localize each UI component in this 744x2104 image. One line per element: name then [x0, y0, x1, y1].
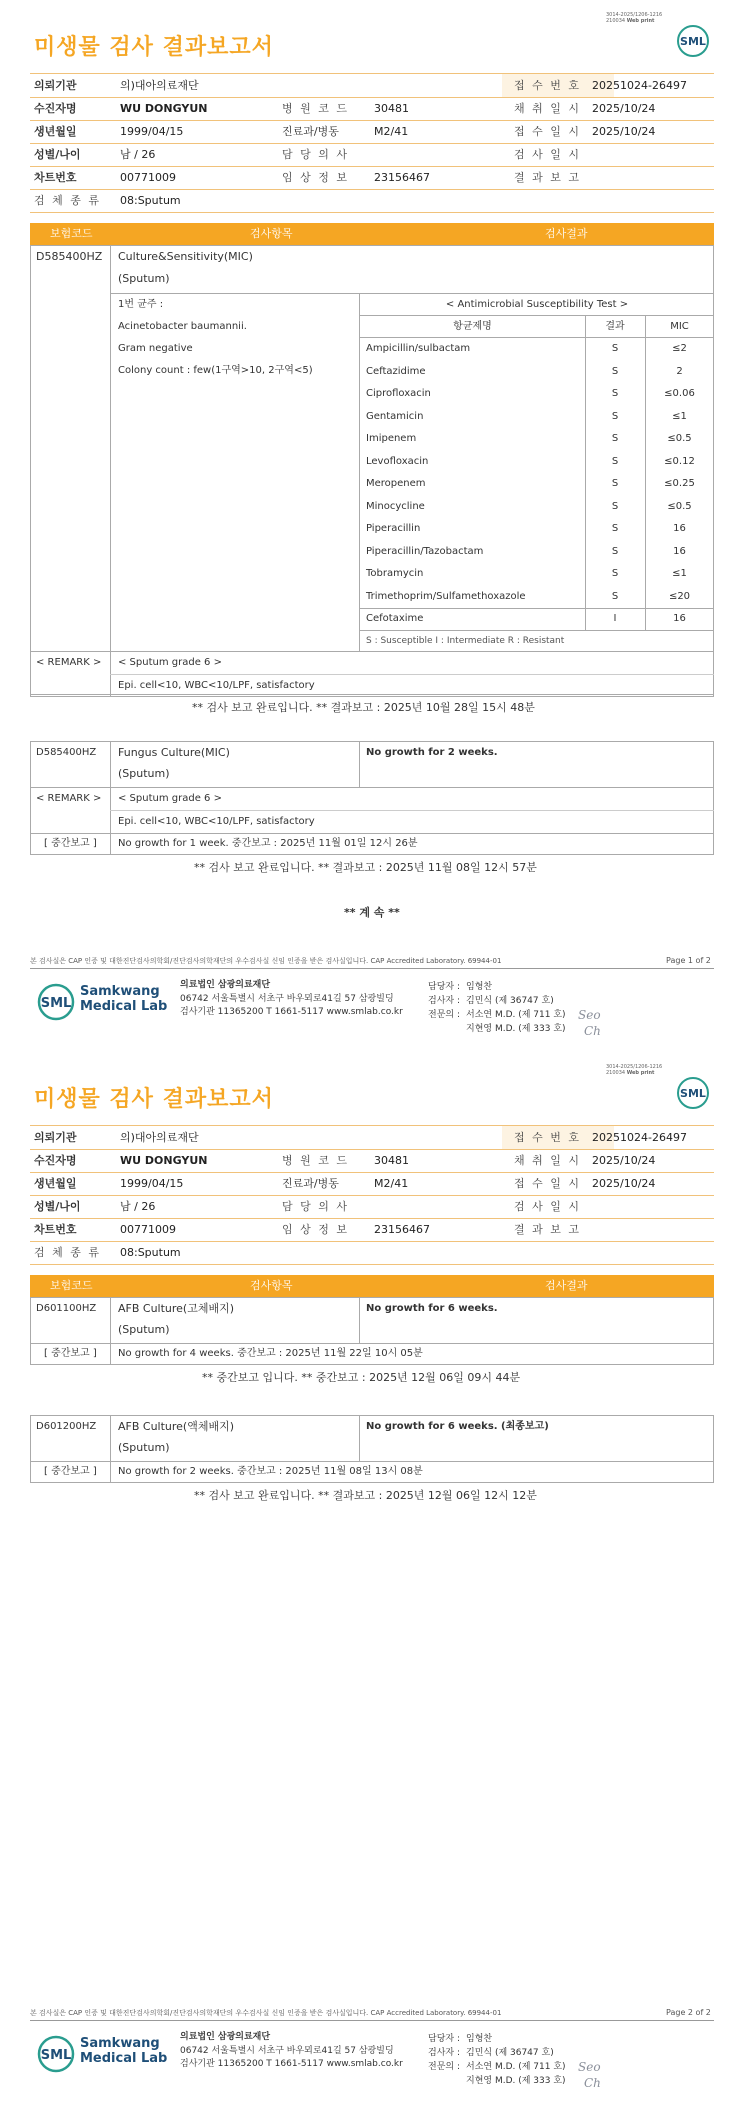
ast-cell: 16 — [673, 545, 686, 557]
sml-logo-icon — [676, 1076, 710, 1110]
ast-cell: S — [611, 590, 619, 602]
ast-cell: ≤0.5 — [667, 433, 692, 444]
signature-image: Ch — [584, 1024, 601, 1038]
ast-cell: ≤1 — [672, 568, 687, 579]
ast-cell: S — [611, 365, 619, 377]
svg-text:SML: SML — [40, 2048, 72, 2063]
svg-text:SML: SML — [40, 996, 72, 1011]
ast-cell: S — [611, 455, 619, 467]
ast-cell: Meropenem — [366, 478, 426, 489]
ast-cell: ≤1 — [672, 410, 687, 422]
ast-cell: Piperacillin — [366, 523, 421, 534]
fungus-result: No growth for 2 weeks. — [366, 747, 498, 758]
final-report-line: ** 검사 보고 완료입니다. ** 결과보고 : 2025년 10월 28일 15시 48분 — [192, 701, 535, 714]
ast-cell: S — [611, 410, 619, 422]
ast-cell: Ceftazidime — [366, 365, 426, 377]
ast-cell: ≤0.25 — [664, 478, 695, 489]
ast-cell: S — [611, 523, 619, 534]
ast-cell: 16 — [673, 523, 686, 534]
print-meta: 3014-2025/1206-1216 210034 Web print — [606, 12, 663, 24]
ast-cell: Trimethoprim/Sulfamethoxazole — [366, 590, 526, 602]
svg-text:SML: SML — [680, 1087, 706, 1100]
result-table-header: 보험코드 검사항목 검사결과 — [30, 1275, 714, 1297]
sml-logo-icon — [36, 2034, 76, 2074]
report-page-1: 3014-2025/1206-1216 210034 Web print 미생물 검사 결과보고서 SML 의뢰기관 의)대아의료재단 접 수 번 호 20251024-26497 수진자명 WU DONGYUN 병 원 코 드 30481 채 취 일 시 2025/10/24 생년월일 1999/04/15 진료과/병동 M2/41 접 수 일 시 2025/10/24 성별/나이 남 / 26 담 당 의 사 검 사 일 시 차트번호 00771009 임 상 정 보 23156467 결 과 보 고 검 체 종 류 08:Sputum 보험코드 검사항목 검사결과 D585400HZ Culture&Sensitivity(MIC) (Sputum) 1번 균주 : Acinetobacter baumannii. Gram negative Colony count : few(1구역>10, 2구역<5) < Antimicrobial Susceptibility Test > 항균제명 결과 MIC Ampicillin/sulbactam S ≤2 Ceftazidime S 2 Ciprofloxacin S ≤0.06 Gentamicin S ≤1 Imipenem S ≤0.5 Levofloxacin S ≤0.12 Meropenem S ≤0.25 Minocycline S ≤0.5 Piperacillin S 16 Piperacillin/Tazobactam S 16 Tobramycin S ≤1 Trimethoprim/Sulfamethoxazole S ≤20 Cefotaxime I 16 S : Susceptible I : Intermediate R : Resistant < REMARK > < Sputum grade 6 > Epi. cell<10, WBC<10/LPF, satisfactory ** 검사 보고 완료입니다. ** 결과보고 : 2025년 10월 28일 15시 48분 D585400HZ Fungus Culture(MIC) (Sputum) No growth for 2 weeks. < REMARK > < Sputum grade 6 > Epi. cell<10, WBC<10/LPF, satisfactory [ 중간보고 ] No growth for 1 week. 중간보고 : 2025년 11월 01일 12시 26분 ** 검사 보고 완료입니다. ** 결과보고 : 2025년 11월 08일 12시 57분 ** 계 속 ** 본 검사실은 CAP 인증 및 대한진단검사의학회/진단검사의학재단의 우수검사실 신임 인증을 받은 검사실입니다. CAP Accredited Laboratory. 69944-01 Page 1 of 2 SML Samkwang Medical Lab 의료법인 삼광의료재단 06742 서울특별시 서초구 바우뫼로41길 57 삼광빌딩 검사기관 11365200 T 1661-5117 www.smlab.co.kr 담당자 : 임형찬 검사자 : 김민식 (제 36747 호) 전문의 : 서소연 M.D. (제 711 호) 지현영 M.D. (제 333 호) Seo Ch — [0, 0, 744, 1052]
ast-legend: S : Susceptible I : Intermediate R : Resistant — [366, 636, 565, 646]
ast-cell: S — [611, 500, 619, 512]
ast-cell: Tobramycin — [366, 568, 424, 579]
continued-note: ** 계 속 ** — [344, 906, 400, 919]
lab-name: Samkwang Medical Lab — [80, 984, 168, 1014]
organism-name: Acinetobacter baumannii. — [118, 321, 247, 332]
ast-cell: ≤20 — [668, 590, 691, 602]
svg-text:SML: SML — [680, 35, 706, 48]
ast-cell: S — [611, 388, 619, 399]
ast-cell: Minocycline — [366, 500, 425, 512]
ast-cell: Piperacillin/Tazobactam — [366, 545, 484, 557]
sml-logo-icon — [676, 24, 710, 58]
ast-cell: Levofloxacin — [366, 455, 429, 467]
ast-cell: Ciprofloxacin — [366, 388, 431, 399]
ast-cell: ≤0.5 — [667, 500, 692, 512]
sml-logo-icon — [36, 982, 76, 1022]
page-title: 미생물 검사 결과보고서 — [34, 1087, 274, 1112]
report-page-2: 3014-2025/1206-1216 210034 Web print 미생물 검사 결과보고서 SML 의뢰기관 의)대아의료재단 접 수 번 호 20251024-26497 수진자명 WU DONGYUN 병 원 코 드 30481 채 취 일 시 2025/10/24 생년월일 1999/04/15 진료과/병동 M2/41 접 수 일 시 2025/10/24 성별/나이 남 / 26 담 당 의 사 검 사 일 시 차트번호 00771009 임 상 정 보 23156467 결 과 보 고 검 체 종 류 08:Sputum 보험코드 검사항목 검사결과 D601100HZ AFB Culture(고체배지) (Sputum) No growth for 6 weeks. [ 중간보고 ] No growth for 4 weeks. 중간보고 : 2025년 11월 22일 10시 05분 ** 중간보고 입니다. ** 중간보고 : 2025년 12월 06일 09시 44분 D601200HZ AFB Culture(액체배지) (Sputum) No growth for 6 weeks. (최종보고) [ 중간보고 ] No growth for 2 weeks. 중간보고 : 2025년 11월 08일 13시 08분 ** 검사 보고 완료입니다. ** 결과보고 : 2025년 12월 06일 12시 12분 본 검사실은 CAP 인증 및 대한진단검사의학회/진단검사의학재단의 우수검사실 신임 인증을 받은 검사실입니다. CAP Accredited Laboratory. 69944-01 Page 2 of 2 SML Samkwang Medical Lab 의료법인 삼광의료재단 06742 서울특별시 서초구 바우뫼로41길 57 삼광빌딩 검사기관 11365200 T 1661-5117 www.smlab.co.kr 담당자 : 임형찬 검사자 : 김민식 (제 36747 호) 전문의 : 서소연 M.D. (제 711 호) 지현영 M.D. (제 333 호) Seo Ch — [0, 1052, 744, 2104]
ast-cell: ≤0.06 — [664, 388, 695, 399]
ast-cell: Ampicillin/sulbactam — [366, 343, 471, 354]
ast-cell: ≤0.12 — [664, 455, 695, 467]
ast-cell: Gentamicin — [366, 410, 424, 422]
ast-cell: Imipenem — [366, 433, 417, 444]
test-name: Culture&Sensitivity(MIC) — [118, 250, 253, 263]
ast-cell: ≤2 — [672, 343, 687, 354]
ast-cell: S — [611, 433, 619, 444]
lab-name: Samkwang Medical Lab — [80, 2036, 168, 2066]
ast-cell: S — [611, 478, 619, 489]
signature-image: Ch — [584, 2076, 601, 2090]
signature-image: Seo — [578, 2060, 601, 2074]
page-title: 미생물 검사 결과보고서 — [34, 35, 274, 60]
print-meta: 3014-2025/1206-1216 210034 Web print — [606, 1064, 663, 1076]
signature-image: Seo — [578, 1008, 601, 1022]
test-code: D585400HZ — [36, 250, 103, 263]
ast-cell: 2 — [676, 365, 683, 377]
ast-cell: S — [611, 343, 619, 354]
result-table-header: 보험코드 검사항목 검사결과 — [30, 223, 714, 245]
ast-cell: S — [611, 545, 619, 557]
ast-cell: S — [611, 568, 619, 579]
